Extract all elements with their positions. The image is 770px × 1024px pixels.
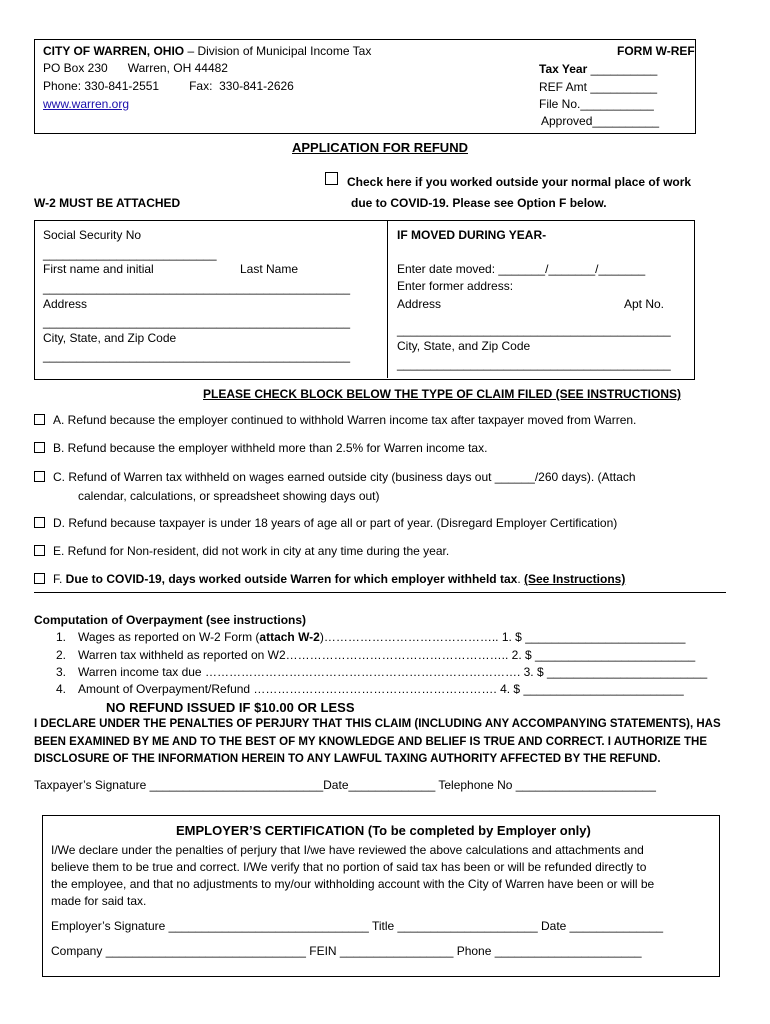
declaration-line-1: I DECLARE UNDER THE PENALTIES OF PERJURY THAT THIS CLAIM (INCLUDING ANY ACCOMPANYING STATEMENTS), HAS [34, 718, 721, 730]
covid-checkbox-row[interactable] [325, 172, 346, 187]
tax-year-blank: __________ [587, 62, 658, 76]
no-refund-notice: NO REFUND ISSUED IF $10.00 OR LESS [106, 700, 355, 715]
computation-line-3[interactable] [56, 665, 707, 679]
claim-e-text: E. Refund for Non-resident, did not work in city at any time during the year. [53, 544, 450, 558]
computation-line-4[interactable] [56, 682, 684, 696]
ssn-label: Social Security No [43, 228, 142, 242]
form-id: FORM W-REF [617, 44, 695, 58]
line-3-text: Warren income tax due ……………………………………………………………………. 3. $ ________________________ [78, 665, 708, 679]
claim-f-prefix: F. [53, 572, 66, 586]
city-state-zip-label: City, State, and Zip Code [43, 331, 177, 345]
claim-e[interactable] [34, 544, 449, 558]
line-3-num: 3. [56, 665, 67, 679]
claim-b-checkbox[interactable] [34, 442, 45, 453]
claim-c-checkbox[interactable] [34, 471, 45, 482]
claim-d-checkbox[interactable] [34, 517, 45, 528]
claim-a-text: A. Refund because the employer continued to withhold Warren income tax after taxpayer moved from Warren. [53, 413, 637, 427]
computation-line-1[interactable] [56, 630, 685, 644]
box-divider [387, 220, 388, 378]
address-field[interactable]: ______________________________________________ [43, 315, 350, 329]
employer-text-2: believe them to be true and correct. I/We verify that no portion of said tax has been or will be refunded directly to [51, 860, 647, 874]
former-city-field[interactable]: _________________________________________ [397, 357, 671, 371]
line-4-text: Amount of Overpayment/Refund ……………………………………………………. 4. $ ________________________ [78, 682, 684, 696]
computation-heading: Computation of Overpayment (see instructions) [34, 613, 307, 627]
approved-field[interactable]: Approved__________ [541, 114, 660, 128]
line-1-bold: attach W-2 [259, 630, 320, 644]
computation-line-2[interactable] [56, 648, 695, 662]
moved-heading: IF MOVED DURING YEAR- [397, 228, 547, 242]
claim-c-text: C. Refund of Warren tax withheld on wages earned outside city (business days out ______/260 days). (Attach [53, 470, 636, 484]
first-name-label: First name and initial [43, 262, 154, 276]
claim-a[interactable] [34, 413, 636, 427]
covid-check-text-2: due to COVID-19. Please see Option F below. [351, 196, 607, 210]
former-address-field[interactable]: _________________________________________ [397, 323, 671, 337]
claim-d[interactable] [34, 516, 617, 530]
former-address-label: Enter former address: [397, 279, 514, 293]
tax-year-field[interactable] [539, 62, 657, 76]
mailing-address: PO Box 230 Warren, OH 44482 [43, 61, 228, 75]
address-label: Address [43, 297, 88, 311]
date-moved-field[interactable]: Enter date moved: _______/_______/_______ [397, 262, 646, 276]
tax-year-label: Tax Year [539, 62, 588, 76]
former-address-sublabel: Address [397, 297, 442, 311]
claim-f[interactable] [34, 572, 625, 586]
apt-no-label: Apt No. [624, 297, 665, 311]
claim-e-checkbox[interactable] [34, 545, 45, 556]
division-name: – Division of Municipal Income Tax [184, 44, 372, 58]
name-field[interactable]: ______________________________________________ [43, 281, 350, 295]
line-1-post: )…………………………………….. 1. $ ________________________ [319, 630, 686, 644]
employer-signature-row[interactable]: Employer’s Signature ______________________________ Title _____________________ Date ______________ [51, 919, 664, 933]
section-divider [34, 592, 726, 593]
page-title: APPLICATION FOR REFUND [292, 140, 468, 155]
line-1-num: 1. [56, 630, 67, 644]
claim-f-dot: . [517, 572, 524, 586]
website-anchor[interactable]: www.warren.org [43, 97, 130, 111]
former-city-label: City, State, and Zip Code [397, 339, 531, 353]
claim-f-instructions-link[interactable]: (See Instructions) [523, 572, 626, 586]
last-name-label: Last Name [240, 262, 299, 276]
city-name [43, 44, 371, 58]
declaration-line-2: BEEN EXAMINED BY ME AND TO THE BEST OF MY KNOWLEDGE AND BELIEF IS TRUE AND CORRECT. I AUTHORIZE THE [34, 736, 707, 748]
claim-f-text: Due to COVID-19, days worked outside Warren for which employer withheld tax [65, 572, 518, 586]
employer-text-1: I/We declare under the penalties of perjury that I/we have reviewed the above calculations and attachments and [51, 843, 644, 857]
employer-heading: EMPLOYER’S CERTIFICATION (To be completed by Employer only) [176, 823, 591, 838]
claim-c-continued: calendar, calculations, or spreadsheet showing days out) [78, 489, 380, 503]
covid-checkbox[interactable] [325, 172, 338, 185]
declaration-line-3: DISCLOSURE OF THE INFORMATION HEREIN TO ANY LAWFUL TAXING AUTHORITY AFFECTED BY THE REFUND. [34, 753, 661, 765]
line-2-num: 2. [56, 648, 67, 662]
phone-fax: Phone: 330-841-2551 Fax: 330-841-2626 [43, 79, 294, 93]
city-state-zip-field[interactable]: ______________________________________________ [43, 349, 350, 363]
employer-company-row[interactable]: Company ______________________________ FEIN _________________ Phone ______________________ [51, 944, 642, 958]
claim-c[interactable] [34, 470, 636, 484]
ref-amt-field[interactable]: REF Amt __________ [539, 80, 658, 94]
claim-b-text: B. Refund because the employer withheld more than 2.5% for Warren income tax. [53, 441, 488, 455]
claim-heading: PLEASE CHECK BLOCK BELOW THE TYPE OF CLAIM FILED (SEE INSTRUCTIONS) [203, 387, 682, 401]
taxpayer-signature-row[interactable]: Taxpayer’s Signature __________________________Date_____________ Telephone No _____________________ [34, 778, 656, 792]
claim-d-text: D. Refund because taxpayer is under 18 years of age all or part of year. (Disregard Employer Certification) [53, 516, 618, 530]
claim-b[interactable] [34, 441, 487, 455]
line-2-text: Warren tax withheld as reported on W2……………………………………………….. 2. $ ________________________ [78, 648, 696, 662]
claim-f-checkbox[interactable] [34, 573, 45, 584]
website-link[interactable] [43, 97, 129, 111]
city-name-bold: CITY OF WARREN, OHIO [43, 44, 185, 58]
w2-attached-notice: W-2 MUST BE ATTACHED [34, 196, 181, 210]
file-no-field[interactable]: File No.___________ [539, 97, 654, 111]
line-4-num: 4. [56, 682, 67, 696]
employer-text-3: the employee, and that no adjustments to my/our withholding account with the City of Warren have been or will be [51, 877, 655, 891]
ssn-field[interactable]: __________________________ [43, 247, 217, 261]
claim-a-checkbox[interactable] [34, 414, 45, 425]
employer-text-4: made for said tax. [51, 894, 147, 908]
covid-check-text-1: Check here if you worked outside your normal place of work [347, 175, 692, 189]
line-1-pre: Wages as reported on W-2 Form ( [78, 630, 260, 644]
